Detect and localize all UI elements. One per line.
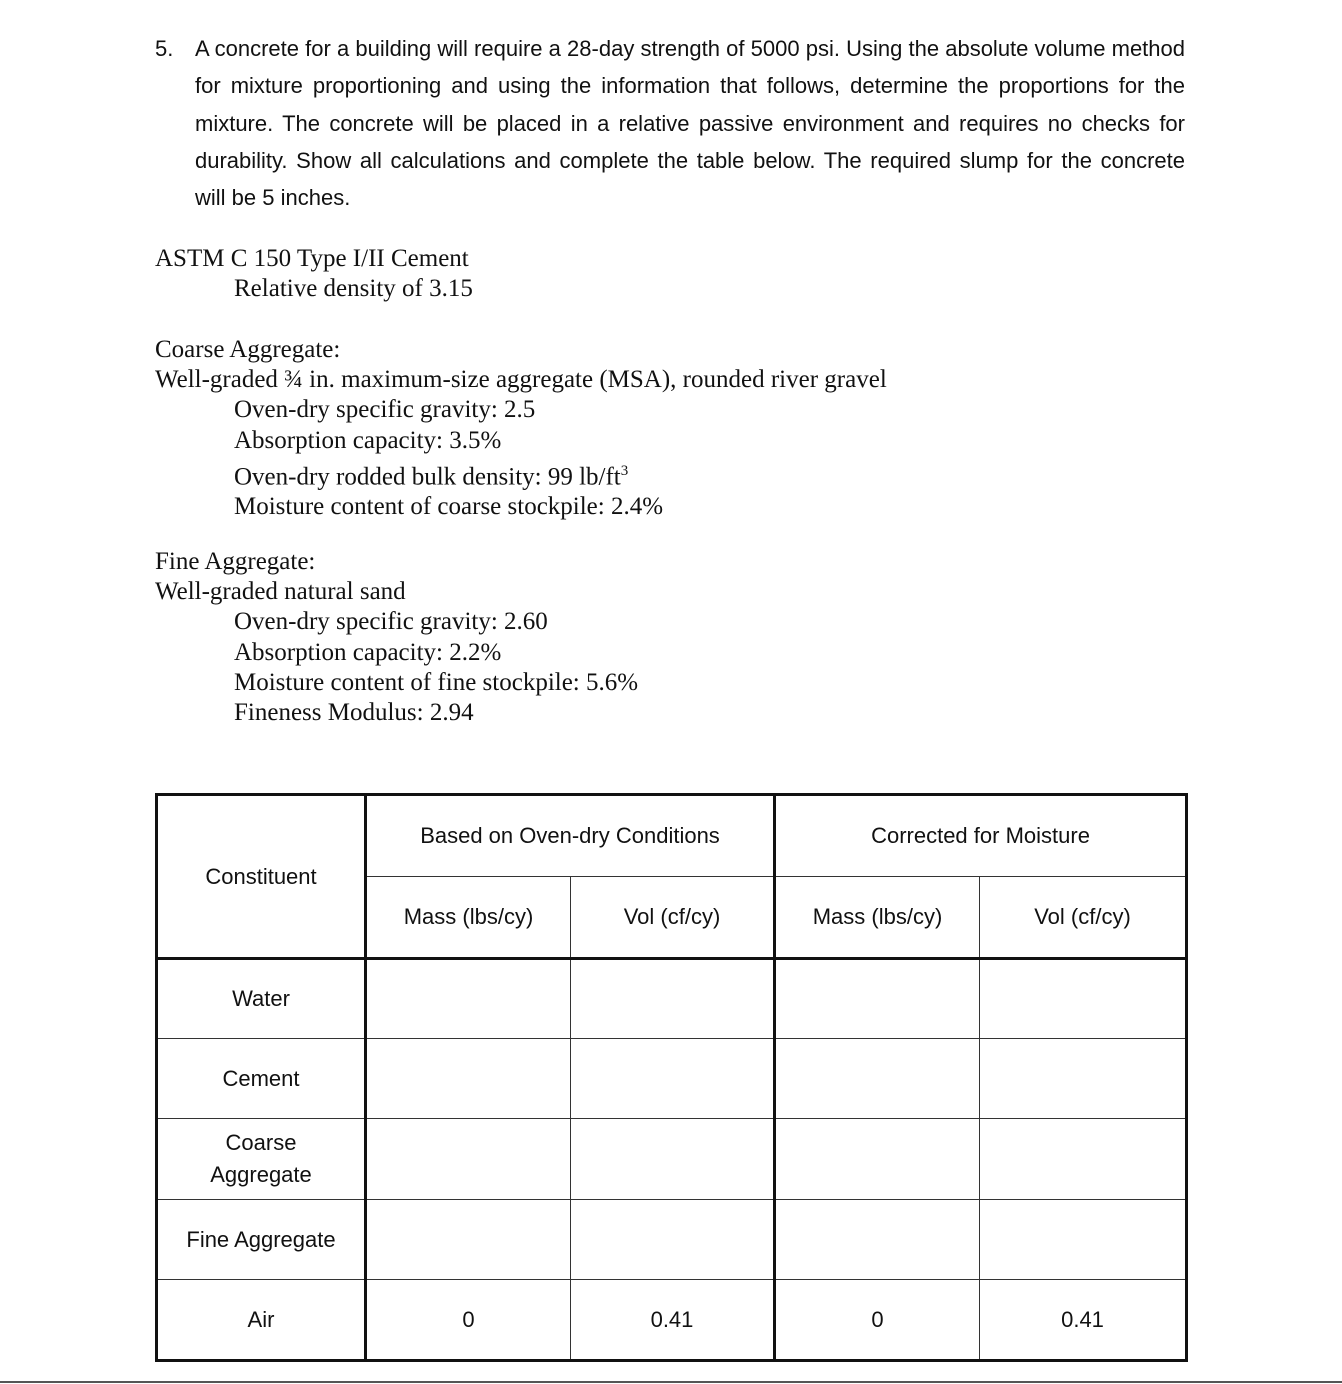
fine-heading: Fine Aggregate:	[155, 548, 316, 575]
coarse-subheading: Well-graded ¾ in. maximum-size aggregate (MSA), rounded river gravel	[155, 366, 887, 394]
fine-specific-gravity: Oven-dry specific gravity: 2.60	[234, 608, 548, 636]
oven-dry-mass-header: Mass (lbs/cy)	[366, 877, 571, 959]
cell-air-dry-vol[interactable]: 0.41	[571, 1280, 775, 1361]
fine-moisture: Moisture content of fine stockpile: 5.6%	[234, 668, 639, 696]
cell-coarse-moist-vol[interactable]	[980, 1119, 1187, 1200]
cell-cement-moist-vol[interactable]	[980, 1039, 1187, 1119]
cell-water-moist-mass[interactable]	[775, 959, 980, 1039]
cell-coarse-dry-vol[interactable]	[571, 1119, 775, 1200]
cell-coarse-dry-mass[interactable]	[366, 1119, 571, 1200]
moisture-mass-header: Mass (lbs/cy)	[775, 877, 980, 959]
row-label-cement: Cement	[157, 1039, 366, 1119]
table-row	[157, 1119, 1187, 1200]
cell-fine-moist-vol[interactable]	[980, 1200, 1187, 1280]
cell-water-moist-vol[interactable]	[980, 959, 1187, 1039]
moisture-group-header: Corrected for Moisture	[775, 795, 1187, 877]
problem-number: 5.	[155, 36, 174, 61]
row-label-coarse-aggregate: Coarse Aggregate	[157, 1119, 366, 1200]
cell-fine-dry-vol[interactable]	[571, 1200, 775, 1280]
cell-fine-moist-mass[interactable]	[775, 1200, 980, 1280]
cell-fine-dry-mass[interactable]	[366, 1200, 571, 1280]
coarse-absorption: Absorption capacity: 3.5%	[234, 426, 502, 454]
cement-heading: ASTM C 150 Type I/II Cement	[155, 245, 469, 272]
fine-subheading: Well-graded natural sand	[155, 578, 406, 606]
row-label-fine-aggregate: Fine Aggregate	[157, 1200, 366, 1280]
cell-air-moist-mass[interactable]: 0	[775, 1280, 980, 1361]
constituent-header: Constituent	[157, 795, 366, 959]
oven-dry-vol-header: Vol (cf/cy)	[571, 877, 775, 959]
coarse-aggregate-section	[155, 335, 887, 523]
row-label-water: Water	[157, 959, 366, 1039]
page-bottom-divider	[0, 1381, 1342, 1383]
coarse-specific-gravity: Oven-dry specific gravity: 2.5	[234, 396, 536, 424]
cell-coarse-moist-mass[interactable]	[775, 1119, 980, 1200]
coarse-bulk-density: Oven-dry rodded bulk density: 99 $lb/ft^3$	[234, 462, 629, 491]
problem-text: A concrete for a building will require a 28-day strength of 5000 psi. Using the absolute volume method for mixture proportioning and using the information that follows, determine the proportions for the mixture. The concrete will be placed in a relative passive environment and requires no checks for durability. Show all calculations and complete the table below. The required slump for the concrete will be 5 inches.	[195, 36, 1185, 211]
moisture-vol-header: Vol (cf/cy)	[980, 877, 1187, 959]
cement-density: Relative density of 3.15	[234, 275, 473, 303]
problem-statement	[155, 30, 1185, 216]
cell-cement-moist-mass[interactable]	[775, 1039, 980, 1119]
table-row	[157, 1200, 1187, 1280]
cell-cement-dry-vol[interactable]	[571, 1039, 775, 1119]
cell-cement-dry-mass[interactable]	[366, 1039, 571, 1119]
table-row	[157, 1280, 1187, 1361]
cell-air-dry-mass[interactable]: 0	[366, 1280, 571, 1361]
fine-aggregate-section	[155, 547, 638, 728]
oven-dry-group-header: Based on Oven-dry Conditions	[366, 795, 775, 877]
row-label-air: Air	[157, 1280, 366, 1361]
coarse-moisture: Moisture content of coarse stockpile: 2.4%	[234, 493, 664, 521]
table-row	[157, 1039, 1187, 1119]
coarse-heading: Coarse Aggregate:	[155, 336, 341, 363]
cell-water-dry-mass[interactable]	[366, 959, 571, 1039]
table-row	[157, 959, 1187, 1039]
cement-section	[155, 244, 473, 304]
cell-water-dry-vol[interactable]	[571, 959, 775, 1039]
cell-air-moist-vol[interactable]: 0.41	[980, 1280, 1187, 1361]
mixture-table	[155, 793, 1188, 1362]
fine-absorption: Absorption capacity: 2.2%	[234, 638, 502, 666]
fine-fineness-modulus: Fineness Modulus: 2.94	[234, 699, 474, 727]
